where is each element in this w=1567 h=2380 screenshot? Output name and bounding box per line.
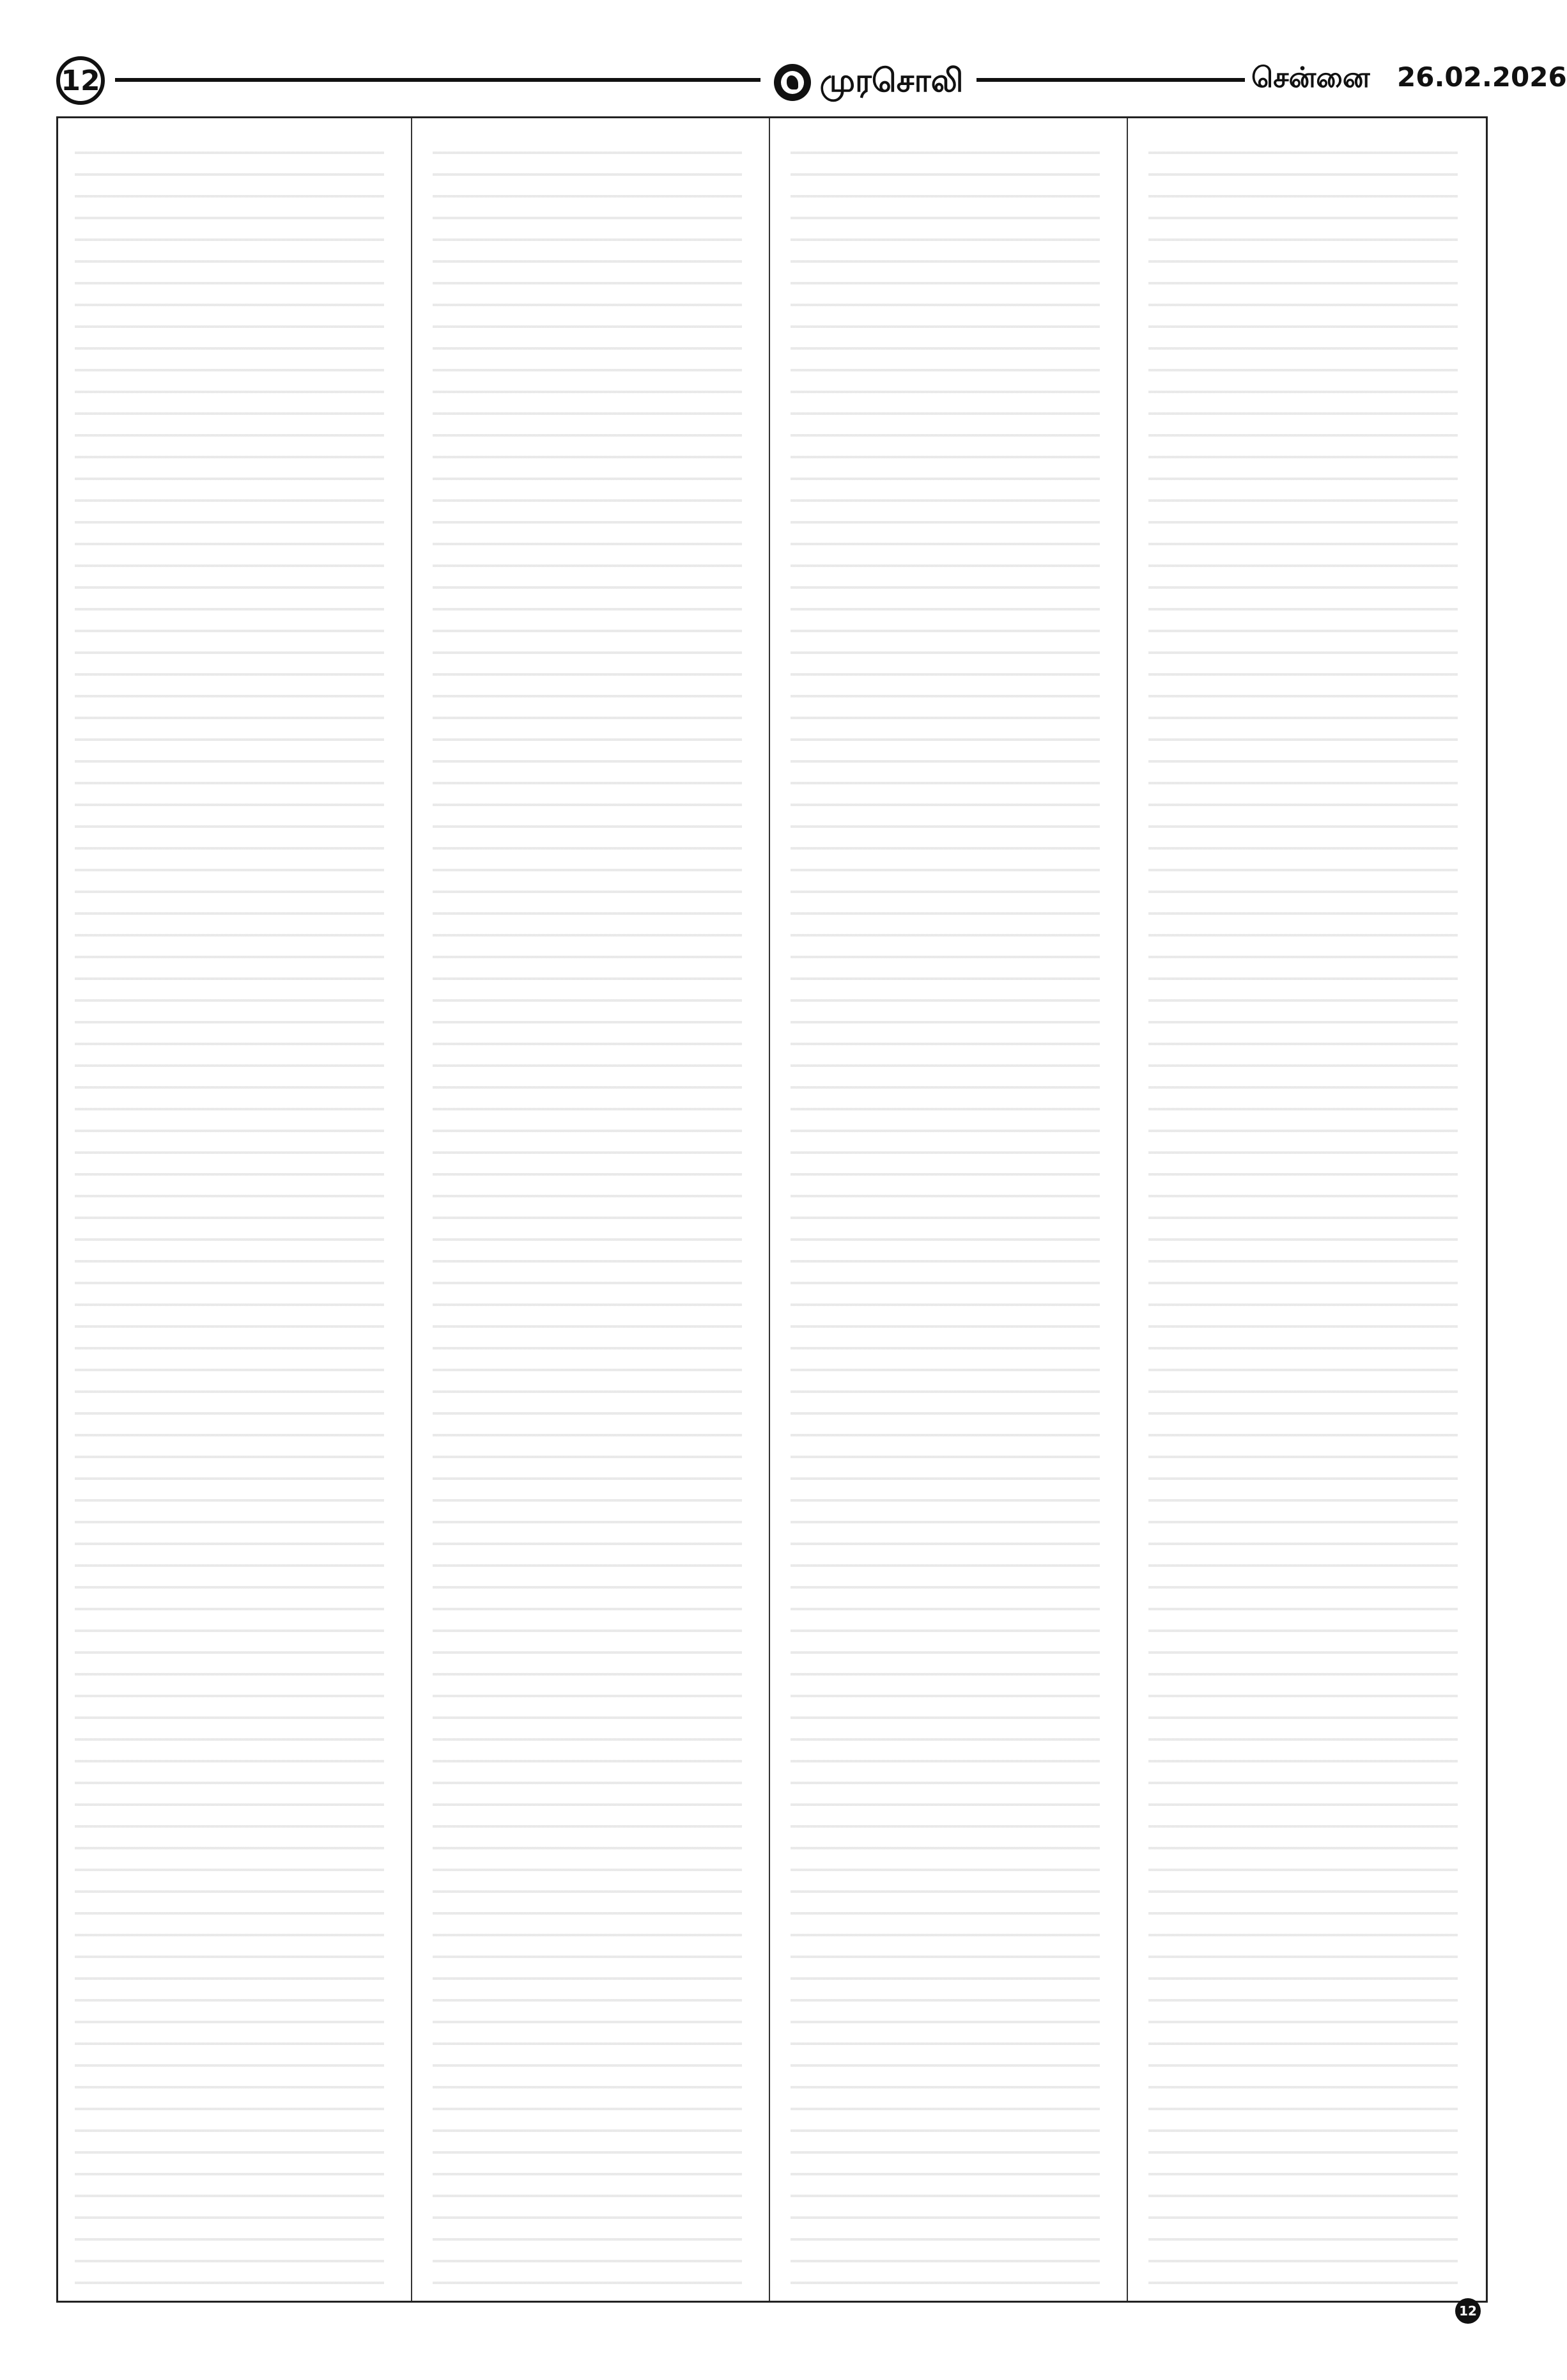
column-body: [791, 132, 1100, 2287]
masthead-rule-left: [115, 78, 760, 82]
column-divider: [1127, 118, 1128, 2301]
column-body: [75, 132, 384, 2287]
masthead: [56, 56, 1567, 107]
masthead-rule-right: [976, 78, 1245, 82]
text-column-2: [421, 126, 753, 2293]
column-divider: [769, 118, 770, 2301]
brand: [760, 60, 976, 105]
article-frame: [56, 116, 1488, 2303]
column-body: [433, 132, 742, 2287]
footer-page-number: 12: [1455, 2298, 1481, 2324]
column-divider: [411, 118, 412, 2301]
issue-date: 26.02.2026: [1397, 61, 1567, 93]
city: சென்னை: [1251, 61, 1370, 94]
column-body: [1148, 132, 1458, 2287]
text-column-1: [63, 126, 396, 2293]
brand-name: முரசொலி: [819, 61, 964, 99]
page-number-badge: 12: [56, 56, 105, 105]
newspaper-logo-icon: [774, 64, 811, 101]
text-column-3: [779, 126, 1111, 2293]
text-column-4: [1137, 126, 1469, 2293]
